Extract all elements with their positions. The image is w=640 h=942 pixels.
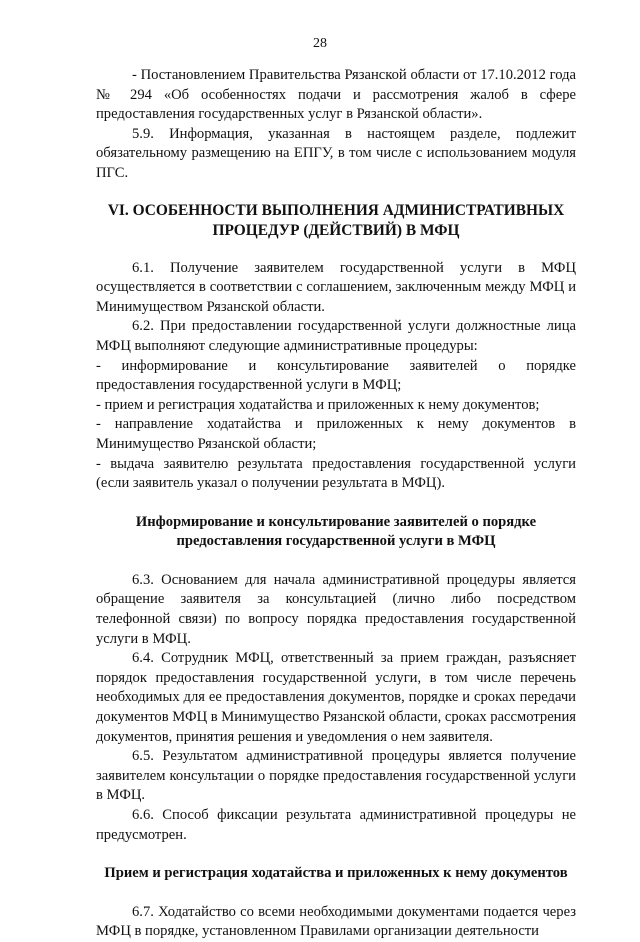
list-item-issuance: - выдача заявителю результата предоставления государственной услуги (если заявитель указал о получении результата в МФЦ). <box>96 455 576 492</box>
subheading-informing: Информирование и консультирование заявителей о порядке предоставления государственной услуги в МФЦ <box>135 513 537 550</box>
list-item-reception: - прием и регистрация ходатайства и приложенных к нему документов; <box>96 396 540 413</box>
subheading-reception: Прием и регистрация ходатайства и приложенных к нему документов <box>104 865 568 882</box>
paragraph-6-1: 6.1. Получение заявителем государственной услуги в МФЦ осуществляется в соответствии с соглашением, заключенным между МФЦ и Минимуществом Рязанской области. <box>96 259 576 315</box>
chapter-heading-vi: VI. ОСОБЕННОСТИ ВЫПОЛНЕНИЯ АДМИНИСТРАТИВНЫХ ПРОЦЕДУР (ДЕЙСТВИЙ) В МФЦ <box>107 201 565 240</box>
paragraph-6-6: 6.6. Способ фиксации результата административной процедуры не предусмотрен. <box>96 807 576 843</box>
paragraph-6-5: 6.5. Результатом административной процедуры является получение заявителем консультации о порядке предоставления государственной услуги в МФЦ. <box>96 748 576 804</box>
paragraph-decree-294: - Постановлением Правительства Рязанской области от 17.10.2012 года № 294 «Об особенностях подачи и рассмотрения жалоб в сфере предоставления государственных услуг в Рязанской области». <box>96 67 576 123</box>
paragraph-5-9: 5.9. Информация, указанная в настоящем разделе, подлежит обязательному размещению на ЕПГУ, в том числе с использованием модуля ПГС. <box>96 125 576 181</box>
document-body <box>96 66 576 942</box>
list-item-informing: - информирование и консультирование заявителей о порядке предоставления государственной услуги в МФЦ; <box>96 357 576 394</box>
paragraph-6-4: 6.4. Сотрудник МФЦ, ответственный за прием граждан, разъясняет порядок предоставления государственной услуги, в том числе перечень необходимых для ее предоставления документов, порядке и сроках передачи документов МФЦ в Минимущество Рязанской области, сроках рассмотрения документов, принятия решения и уведомления о нем заявителя. <box>96 650 576 745</box>
paragraph-6-7: 6.7. Ходатайство со всеми необходимыми документами подается через МФЦ в порядке, установленном Правилами организации деятельности <box>96 903 576 940</box>
paragraph-6-3: 6.3. Основанием для начала административной процедуры является обращение заявителя за консультацией (лично либо посредством телефонной связи) по вопросу порядка предоставления государственной услуги в МФЦ. <box>96 571 576 647</box>
list-item-sending: - направление ходатайства и приложенных к нему документов в Минимущество Рязанской области; <box>96 416 576 452</box>
page-number: 28 <box>313 36 327 51</box>
paragraph-6-2: 6.2. При предоставлении государственной услуги должностные лица МФЦ выполняют следующие административные процедуры: <box>96 318 576 354</box>
